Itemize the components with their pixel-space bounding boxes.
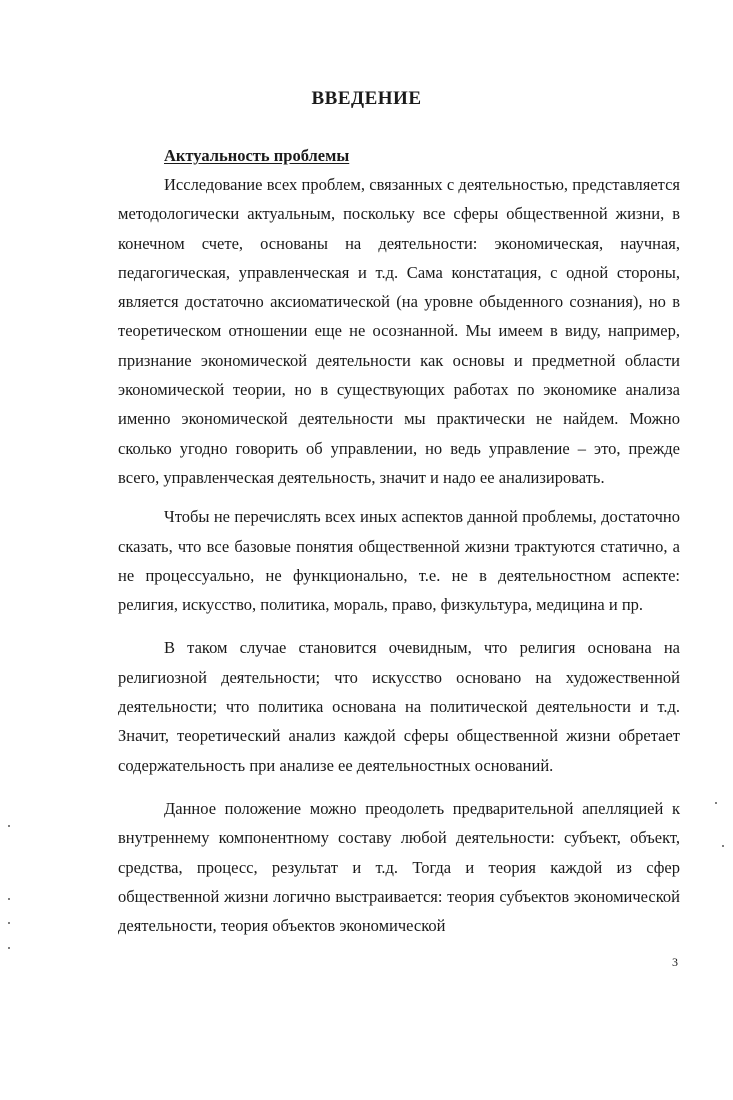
- scan-speck: [722, 845, 724, 847]
- section-heading: Актуальность проблемы: [164, 146, 350, 165]
- page-number: 3: [672, 955, 678, 969]
- paragraph: В таком случае становится очевидным, что религия основана на религиозной деятельности; что искусство основано на художественной деятельности; что политика основана на политической деятельности и т.д. Значит, теоретический анализ каждой сферы общественной жизни обретает содержательность при анализе ее деятельностных оснований.: [118, 638, 680, 775]
- paragraph: Данное положение можно преодолеть предварительной апелляцией к внутреннему компонентному составу любой деятельности: субъект, объект, средства, процесс, результат и т.д. Тогда и теория каждой из сфер общественной жизни логично выстраивается: теория субъектов экономической деятельности, теория объектов экономической: [118, 798, 680, 936]
- scan-speck: [8, 922, 10, 924]
- scan-speck: [8, 898, 10, 900]
- scan-speck: [8, 947, 10, 949]
- paragraph: Чтобы не перечислять всех иных аспектов данной проблемы, достаточно сказать, что все базовые понятия общественной жизни трактуются статично, а не процессуально, не функционально, т.е. не в деятельностном аспекте: религия, искусство, политика, мораль, право, физкультура, медицина и пр.: [118, 507, 680, 615]
- paragraph: Исследование всех проблем, связанных с деятельностью, представляется методологически актуальным, поскольку все сферы общественной жизни, в конечном счете, основаны на деятельности: экономическая, научная, педагогическая, управленческая и т.д. Сама констатация, с одной стороны, является достаточно аксиоматической (на уровне обыденного сознания), но в теоретическом отношении еще не осознанной. Мы имеем в виду, например, признание экономической деятельности как основы и предметной области экономической теории, но в существующих работах по экономике анализа именно экономической деятельности мы практически не найдем. Можно сколько угодно говорить об управлении, но ведь управление – это, прежде всего, управленческая деятельность, значит и надо ее анализировать.: [118, 175, 680, 487]
- scan-speck: [8, 825, 10, 827]
- page-title: ВВЕДЕНИЕ: [311, 88, 422, 109]
- scan-speck: [715, 802, 717, 804]
- body-text: [118, 170, 680, 954]
